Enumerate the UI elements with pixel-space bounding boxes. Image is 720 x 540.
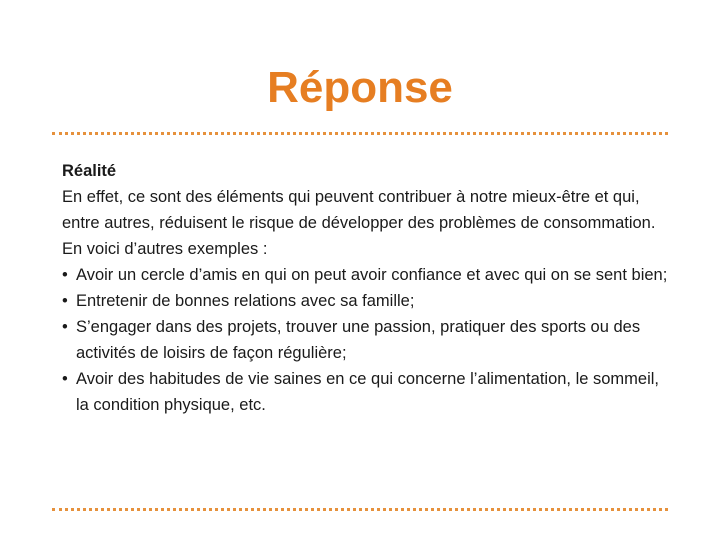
slide-title: Réponse bbox=[267, 63, 453, 112]
list-item bbox=[62, 262, 668, 288]
top-divider bbox=[52, 132, 668, 135]
list-item-text: S’engager dans des projets, trouver une passion, pratiquer des sports ou des activités de loisirs de façon régulière; bbox=[76, 318, 641, 362]
body-paragraph: En effet, ce sont des éléments qui peuvent contribuer à notre mieux-être et qui, entre autres, réduisent le risque de développer des problèmes de consommation. bbox=[62, 188, 656, 232]
examples-list bbox=[62, 262, 668, 418]
list-item-text: Avoir un cercle d’amis en qui on peut avoir confiance et avec qui on se sent bien; bbox=[76, 266, 668, 284]
list-item bbox=[62, 288, 668, 314]
section-heading: Réalité bbox=[62, 162, 117, 180]
list-item bbox=[62, 366, 668, 418]
bullet-icon: • bbox=[62, 292, 68, 310]
slide-content bbox=[62, 158, 668, 418]
list-item-text: Avoir des habitudes de vie saines en ce qui concerne l’alimentation, le sommeil, la condition physique, etc. bbox=[76, 370, 660, 414]
bullet-icon: • bbox=[62, 370, 68, 388]
list-item bbox=[62, 314, 668, 366]
bottom-divider bbox=[52, 508, 668, 511]
bullet-icon: • bbox=[62, 318, 68, 336]
examples-intro: En voici d’autres exemples : bbox=[62, 240, 268, 258]
list-item-text: Entretenir de bonnes relations avec sa famille; bbox=[76, 292, 415, 310]
bullet-icon: • bbox=[62, 266, 68, 284]
